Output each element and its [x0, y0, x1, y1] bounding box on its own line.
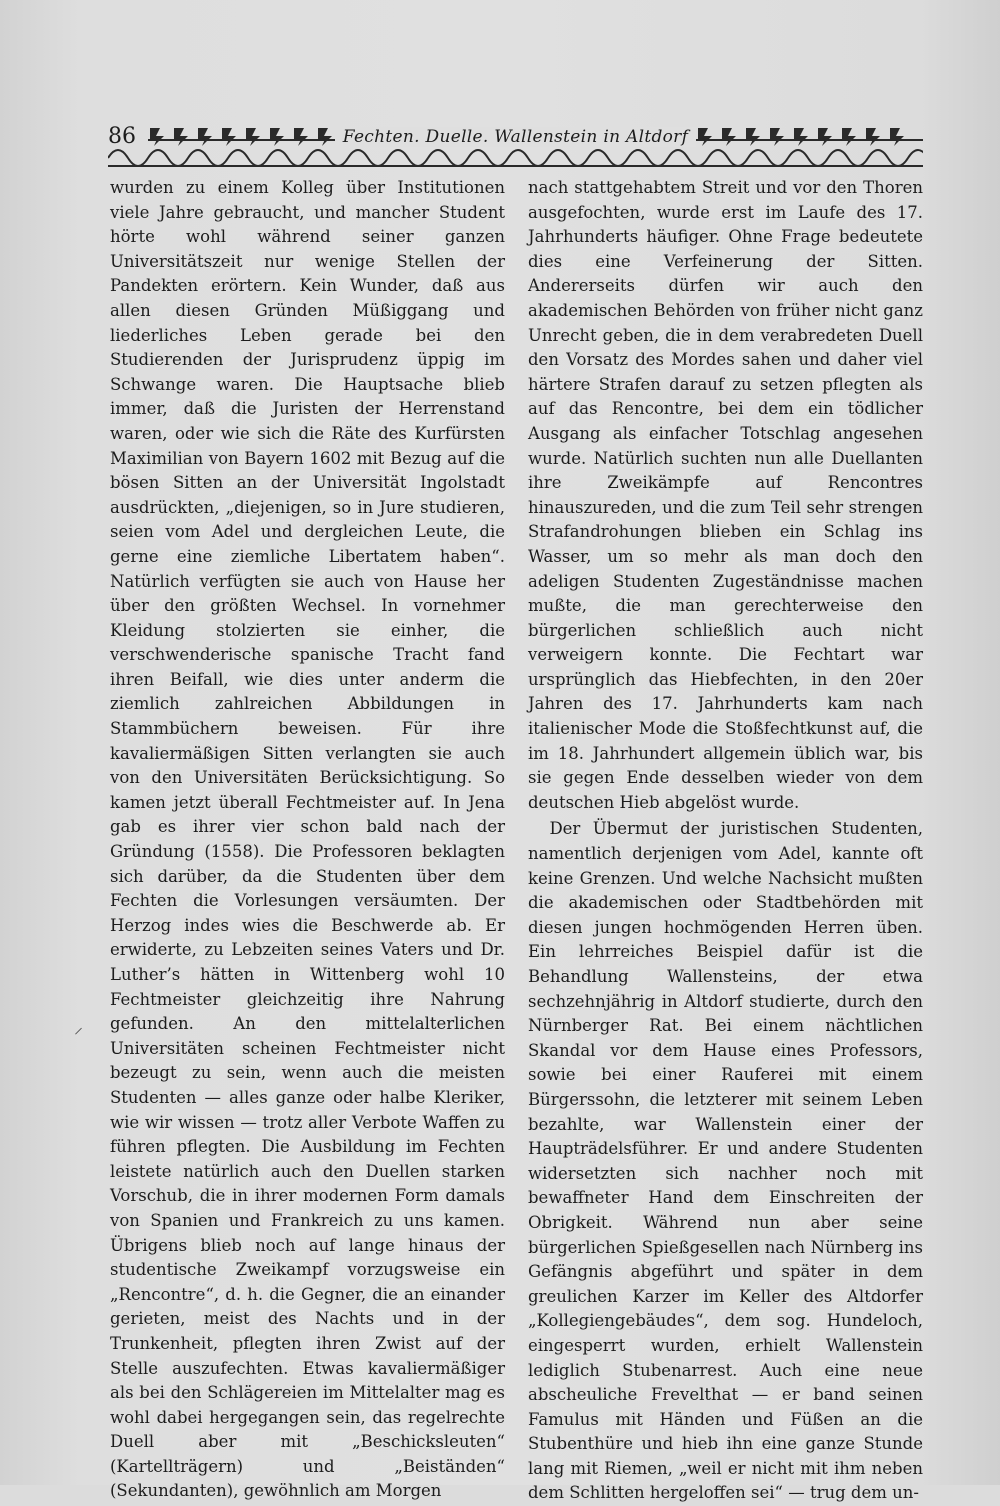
left-column-paragraph: wurden zu einem Kolleg über Institutionen viele Jahre gebraucht, und mancher Student hörte wohl während seiner ganzen Universitätszeit nur wenige Stellen der Pandekten erörtern. Kein Wunder, daß aus allen diesen Gründen Müßiggang und liederliches Leben gerade bei den Studierenden der Jurisprudenz üppig im Schwange waren. Die Hauptsache blieb immer, daß die Juristen der Herrenstand waren, oder wie sich die Räte des Kurfürsten Maximilian von Bayern 1602 mit Bezug auf die bösen Sitten an der Universität Ingolstadt ausdrückten, „diejenigen, so in Jure studieren, seien vom Adel und dergleichen Leute, die gerne eine ziemliche Libertatem haben“. Natürlich verfügten sie auch von Hause her über den größten Wechsel. In vornehmer Kleidung stolzierten sie einher, die verschwenderische spanische Tracht fand ihren Beifall, wie dies unter anderm die ziemlich zahlreichen Abbildungen in Stammbüchern beweisen. Für ihre kavaliermäßigen Sitten verlangten sie auch von den Universitäten Berücksichtigung. So kamen jetzt überall Fechtmeister auf. In Jena gab es ihrer vier schon bald nach der Gründung (1558). Die Professoren beklagten sich darüber, da die Studenten über dem Fechten die Vorlesungen versäumten. Der Herzog indes wies die Beschwerde ab. Er erwiderte, zu Lebzeiten seines Vaters und Dr. Luther’s hätten in Wittenberg wohl 10 Fechtmeister gleichzeitig ihre Nahrung gefunden. An den mittelalterlichen Universitäten scheinen Fechtmeister nicht bezeugt zu sein, wenn auch die meisten Studenten — alles ganze oder halbe Kleriker, wie wir wissen — trotz aller Verbote Waffen zu führen pflegten. Die Ausbildung im Fechten leistete natürlich auch den Duellen starken Vorschub, die in ihrer modernen Form damals von Spanien und Frankreich zu uns kamen. Übrigens blieb noch auf lange hinaus der studentische Zweikampf vorzugsweise ein „Rencontre“, d. h. die Gegner, die an einander gerieten, meist des Nachts und in der Trunkenheit, pflegten ihren Zwist auf der Stelle auszufechten. Etwas kavaliermäßiger als bei den Schlägereien im Mittelalter mag es wohl dabei hergegangen sein, das regelrechte Duell aber mit „Beschicksleuten“ (Kartellträgern) und „Beiständen“ (Sekundanten), gewöhnlich am Morgen: [110, 178, 505, 1501]
running-title-text: Fechten. Duelle. Wallenstein in Altdorf: [335, 127, 696, 147]
left-column: [110, 176, 505, 1504]
right-column-paragraph: nach stattgehabtem Streit und vor den Thoren ausgefochten, wurde erst im Laufe des 17. Jahrhunderts häufiger. Ohne Frage bedeutete dies eine Verfeinerung der Sitten. Andererseits dürfen wir auch den akademischen Behörden von früher nicht ganz Unrecht geben, die in dem verabredeten Duell den Vorsatz des Mordes sahen und daher viel härtere Strafen darauf zu setzen pflegten als auf das Rencontre, bei dem ein tödlicher Ausgang als einfacher Totschlag angesehen wurde. Natürlich suchten nun alle Duellanten ihre Zweikämpfe auf Rencontres hinauszureden, und die zum Teil sehr strengen Strafandrohungen blieben ein Schlag ins Wasser, um so mehr als man doch den adeligen Studenten Zugeständnisse machen mußte, die man gerechterweise den bürgerlichen schließlich auch nicht verweigern konnte. Die Fechtart war ursprünglich das Hiebfechten, in den 20er Jahren des 17. Jahrhunderts kam nach italienischer Mode die Stoßfechtkunst auf, die im 18. Jahrhundert allgemein üblich war, bis sie gegen Ende desselben wieder von dem deutschen Hieb abgelöst wurde.: [528, 178, 923, 812]
page-header: [108, 122, 923, 172]
margin-pencil-mark: ⸝: [74, 1017, 83, 1038]
running-title: [108, 125, 923, 149]
right-column: [528, 176, 923, 1506]
right-column-paragraph: Der Übermut der juristischen Studenten, namentlich derjenigen vom Adel, kannte oft keine Grenzen. Und welche Nachsicht mußten die akademischen oder Stadtbehörden mit diesen jungen hochmögenden Herren üben. Ein lehrreiches Beispiel dafür ist die Behandlung Wallensteins, der etwa sechzehnjährig in Altdorf studierte, durch den Nürnberger Rat. Bei einem nächtlichen Skandal vor dem Hause eines Professors, sowie bei einer Rauferei mit einem Bürgerssohn, die letzterer mit seinem Leben bezahlte, war Wallenstein einer der Haupträdelsführer. Er und andere Studenten widersetzten sich nachher noch mit bewaffneter Hand dem Einschreiten der Obrigkeit. Während nun aber seine bürgerlichen Spießgesellen nach Nürnberg ins Gefängnis abgeführt und später in dem greulichen Karzer im Keller des Altdorfer „Kollegiengebäudes“, dem sog. Hundeloch, eingesperrt wurden, erhielt Wallenstein lediglich Stubenarrest. Auch eine neue abscheuliche Frevelthat — er band seinen Famulus mit Händen und Füßen an die Stubenthüre und hieb ihn eine ganze Stunde lang mit Riemen, „weil er nicht mit ihm neben dem Schlitten hergeloffen sei“ — trug dem un-: [528, 819, 923, 1503]
page-number: 86: [108, 124, 136, 149]
